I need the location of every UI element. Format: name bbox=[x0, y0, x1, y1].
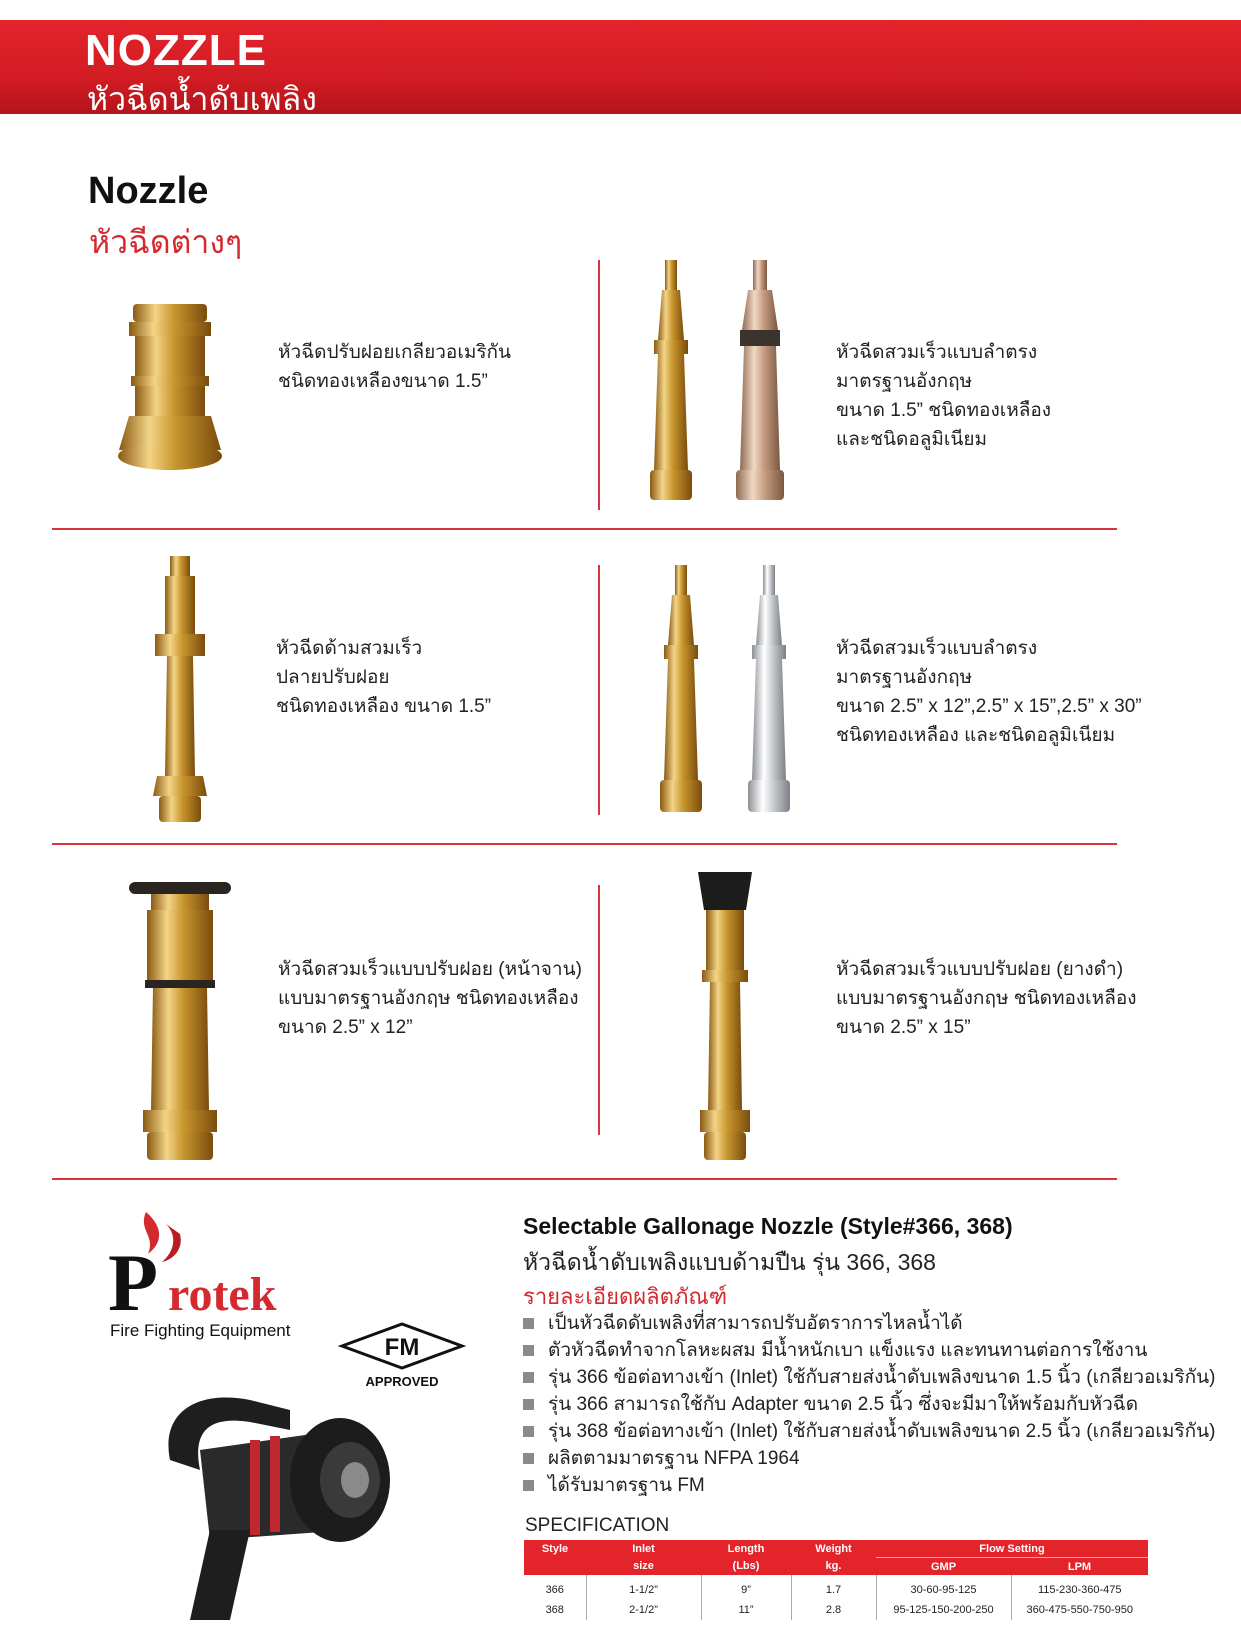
feature-item: รุ่น 366 ข้อต่อทางเข้า (Inlet) ใช้กับสายส่งน้ำดับเพลิงขนาด 1.5 นิ้ว (เกลียวอเมริกัน) bbox=[523, 1364, 1215, 1391]
feature-item: เป็นหัวฉีดดับเพลิงที่สามารถปรับอัตราการไหลน้ำได้ bbox=[523, 1310, 1215, 1337]
spec-header-style: Style bbox=[524, 1540, 586, 1558]
product-desc-4: หัวฉีดสวมเร็วแบบลำตรง มาตรฐานอังกฤษ ขนาด 2.5” x 12”,2.5” x 15”,2.5” x 30” ชนิดทองเหลือง และชนิดอลูมิเนียม bbox=[836, 638, 1142, 746]
feature-item: รุ่น 368 ข้อต่อทางเข้า (Inlet) ใช้กับสายส่งน้ำดับเพลิงขนาด 2.5 นิ้ว (เกลียวอเมริกัน) bbox=[523, 1418, 1215, 1445]
product-desc-2: หัวฉีดสวมเร็วแบบลำตรง มาตรฐานอังกฤษ ขนาด 1.5” ชนิดทองเหลือง และชนิดอลูมิเนียม bbox=[836, 342, 1052, 450]
table-row: 366 1-1/2” 9” 1.7 30-60-95-125 115-230-360-475 bbox=[524, 1575, 1148, 1600]
column-divider bbox=[598, 260, 600, 510]
brand-name: rotek bbox=[168, 1268, 277, 1321]
product-desc-3: หัวฉีดด้ามสวมเร็ว ปลายปรับฝอย ชนิดทองเหลือง ขนาด 1.5” bbox=[276, 638, 492, 717]
details-heading: รายละเอียดผลิตภัณฑ์ bbox=[523, 1284, 728, 1309]
bullet-icon bbox=[523, 1372, 534, 1383]
section-subtitle: หัวฉีดต่างๆ bbox=[89, 224, 243, 260]
brand-tagline: Fire Fighting Equipment bbox=[110, 1321, 291, 1340]
brass-fog-nozzle-photo bbox=[115, 300, 225, 480]
brass-disc-fog-nozzle-photo bbox=[125, 880, 235, 1165]
product-desc-5: หัวฉีดสวมเร็วแบบปรับฝอย (หน้าจาน) แบบมาตรฐานอังกฤษ ชนิดทองเหลือง ขนาด 2.5” x 12” bbox=[278, 959, 582, 1038]
feature-item: รุ่น 366 สามารถใช้กับ Adapter ขนาด 2.5 นิ้ว ซึ่งจะมีมาให้พร้อมกับหัวฉีด bbox=[523, 1391, 1215, 1418]
spec-header-lpm: LPM bbox=[1011, 1558, 1148, 1576]
straight-nozzle-pair-photo bbox=[650, 260, 800, 510]
product-desc-6: หัวฉีดสวมเร็วแบบปรับฝอย (ยางดำ) แบบมาตรฐานอังกฤษ ชนิดทองเหลือง ขนาด 2.5” x 15” bbox=[836, 959, 1137, 1038]
bullet-icon bbox=[523, 1345, 534, 1356]
brass-handle-nozzle-photo bbox=[145, 556, 215, 826]
spec-header-inlet: Inlet bbox=[586, 1540, 701, 1558]
spec-header-weight: Weight bbox=[791, 1540, 876, 1558]
table-row: 368 2-1/2” 11” 2.8 95-125-150-200-250 360-475-550-750-950 bbox=[524, 1600, 1148, 1620]
header-subtitle: หัวฉีดน้ำดับเพลิง bbox=[87, 81, 317, 117]
pistol-grip-nozzle-photo bbox=[140, 1370, 460, 1635]
featured-title: Selectable Gallonage Nozzle (Style#366, 368) bbox=[523, 1213, 1013, 1239]
spec-header-inlet-unit: size bbox=[586, 1558, 701, 1576]
spec-header-weight-unit: kg. bbox=[791, 1558, 876, 1576]
spec-header-row bbox=[524, 1558, 1148, 1576]
bullet-icon bbox=[523, 1453, 534, 1464]
fm-mark: FM bbox=[384, 1334, 420, 1361]
spec-header-length-unit: (Lbs) bbox=[701, 1558, 791, 1576]
column-divider bbox=[598, 565, 600, 815]
spec-heading: SPECIFICATION bbox=[525, 1515, 670, 1536]
feature-item: ตัวหัวฉีดทำจากโลหะผสม มีน้ำหนักเบา แข็งแรง และทนทานต่อการใช้งาน bbox=[523, 1337, 1215, 1364]
row-divider bbox=[52, 843, 1117, 845]
section-title: Nozzle bbox=[88, 170, 209, 212]
column-divider bbox=[598, 885, 600, 1135]
spec-header-row bbox=[524, 1540, 1148, 1558]
spec-table bbox=[524, 1540, 1148, 1620]
feature-list bbox=[523, 1310, 1215, 1499]
brass-rubber-fog-nozzle-photo bbox=[690, 870, 760, 1165]
bullet-icon bbox=[523, 1318, 534, 1329]
protek-logo bbox=[108, 1210, 298, 1340]
spec-header-length: Length bbox=[701, 1540, 791, 1558]
brand-initial: P bbox=[108, 1237, 159, 1328]
feature-item: ได้รับมาตรฐาน FM bbox=[523, 1472, 1215, 1499]
bullet-icon bbox=[523, 1426, 534, 1437]
row-divider bbox=[52, 528, 1117, 530]
spec-header-gmp: GMP bbox=[876, 1558, 1011, 1576]
spec-header-flow: Flow Setting bbox=[876, 1540, 1148, 1558]
header-title: NOZZLE bbox=[85, 26, 267, 75]
fm-label: APPROVED bbox=[365, 1374, 439, 1389]
product-desc-1: หัวฉีดปรับฝอยเกลียวอเมริกัน ชนิดทองเหลืองขนาด 1.5” bbox=[278, 342, 512, 392]
header-banner bbox=[0, 20, 1241, 117]
straight-nozzle-brass-chrome-photo bbox=[660, 565, 810, 820]
featured-subtitle: หัวฉีดน้ำดับเพลิงแบบด้ามปืน รุ่น 366, 368 bbox=[523, 1249, 936, 1275]
feature-item: ผลิตตามมาตรฐาน NFPA 1964 bbox=[523, 1445, 1215, 1472]
bullet-icon bbox=[523, 1399, 534, 1410]
bullet-icon bbox=[523, 1480, 534, 1491]
row-divider bbox=[52, 1178, 1117, 1180]
